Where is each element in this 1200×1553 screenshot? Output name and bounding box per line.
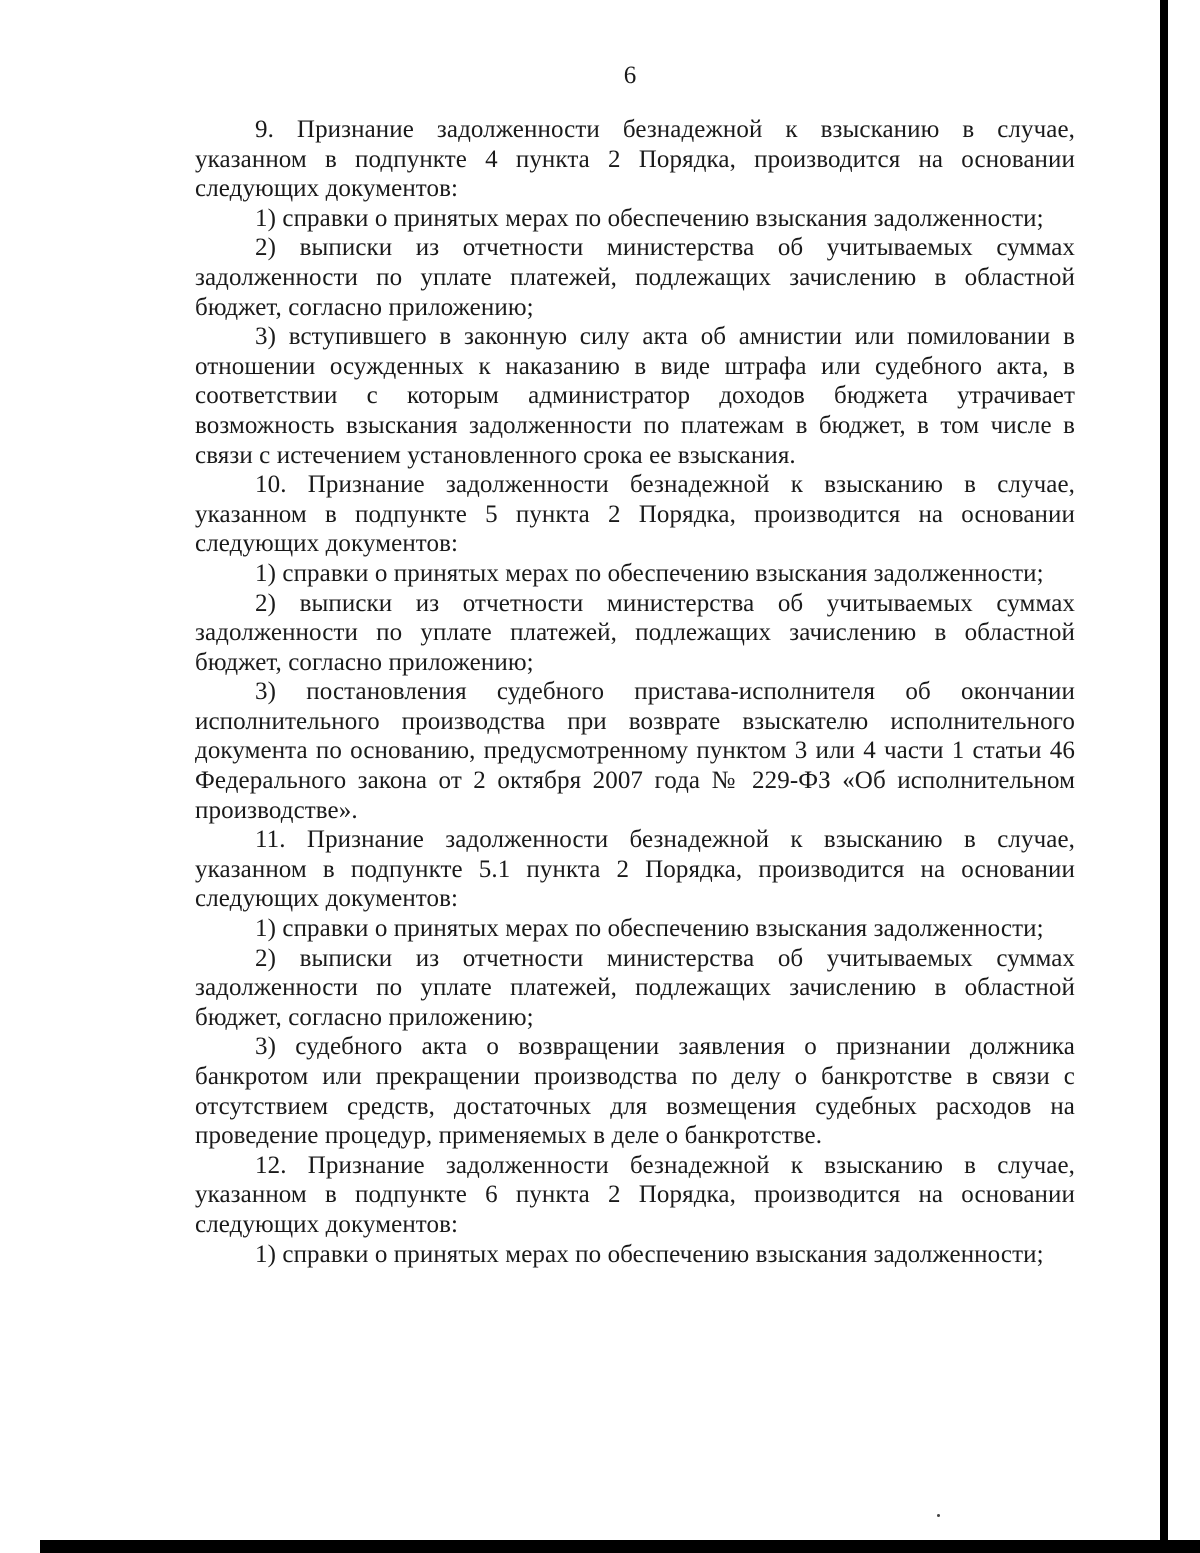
paragraph-11-item-1: 1) справки о принятых мерах по обеспечению взыскания задолженности;	[255, 915, 1044, 943]
paragraph-11-item-3: 3) судебного акта о возвращении заявления о признании должника банкротом или прекращении производства по делу о банкротстве в связи с отсутствием средств, достаточных для возмещения судебных расходов на проведение процедур, применяемых в деле о банкротстве.	[195, 1033, 1075, 1150]
paragraph-10-item-2: 2) выписки из отчетности министерства об учитываемых суммах задолженности по уплате платежей, подлежащих зачислению в областной бюджет, согласно приложению;	[195, 589, 1075, 676]
paragraph-9-item-2: 2) выписки из отчетности министерства об учитываемых суммах задолженности по уплате платежей, подлежащих зачислению в областной бюджет, согласно приложению;	[195, 234, 1075, 321]
scan-speck	[937, 1514, 940, 1517]
scan-bottom-border	[40, 1540, 1200, 1553]
paragraph-9-item-3: 3) вступившего в законную силу акта об амнистии или помиловании в отношении осужденных к наказанию в виде штрафа или судебного акта, в соответствии с которым администратор доходов бюджета утрачивает возможность взыскания задолженности по платежам в бюджет, в том числе в связи с истечением установленного срока ее взыскания.	[195, 323, 1075, 469]
paragraph-12: 12. Признание задолженности безнадежной к взысканию в случае, указанном в подпункте 6 пункта 2 Порядка, производится на основании следующих документов:	[195, 1151, 1075, 1238]
page-number: 6	[623, 62, 637, 89]
paragraph-10-item-3: 3) постановления судебного пристава-исполнителя об окончании исполнительного производства при возврате взыскателю исполнительного документа по основанию, предусмотренному пунктом 3 или 4 части 1 статьи 46 Федерального закона от 2 октября 2007 года № 229-ФЗ «Об исполнительном производстве».	[195, 678, 1075, 824]
paragraph-10-item-1: 1) справки о принятых мерах по обеспечению взыскания задолженности;	[255, 559, 1044, 587]
paragraph-9-item-1: 1) справки о принятых мерах по обеспечению взыскания задолженности;	[255, 204, 1044, 232]
paragraph-12-item-1: 1) справки о принятых мерах по обеспечению взыскания задолженности;	[255, 1240, 1044, 1268]
document-body	[195, 115, 1075, 1269]
scan-right-border	[1160, 0, 1168, 1548]
paragraph-11-item-2: 2) выписки из отчетности министерства об учитываемых суммах задолженности по уплате платежей, подлежащих зачислению в областной бюджет, согласно приложению;	[195, 944, 1075, 1031]
paragraph-10: 10. Признание задолженности безнадежной к взысканию в случае, указанном в подпункте 5 пункта 2 Порядка, производится на основании следующих документов:	[195, 471, 1075, 558]
paragraph-11: 11. Признание задолженности безнадежной к взысканию в случае, указанном в подпункте 5.1 пункта 2 Порядка, производится на основании следующих документов:	[195, 826, 1075, 913]
paragraph-9: 9. Признание задолженности безнадежной к взысканию в случае, указанном в подпункте 4 пункта 2 Порядка, производится на основании следующих документов:	[195, 116, 1075, 203]
